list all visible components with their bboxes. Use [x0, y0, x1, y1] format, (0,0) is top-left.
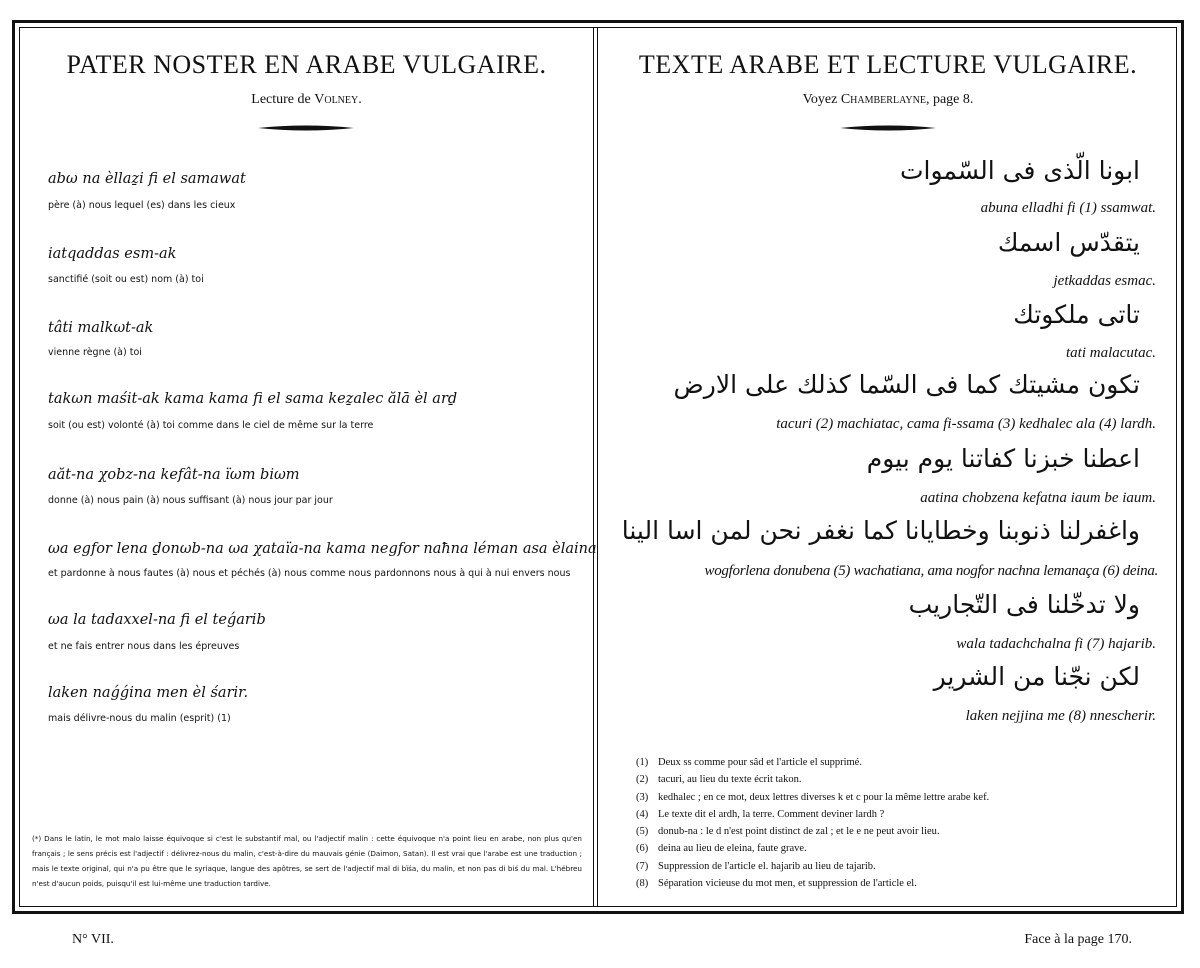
latin-line-7: ωa la tadaxxel-na fi el teǵarib: [48, 612, 266, 628]
note-text: Séparation vicieuse du mot men, et suppression de l'article el.: [658, 878, 917, 890]
note-text: donub-na : le d n'est point distinct de zal ; et le e ne peut avoir lieu.: [658, 826, 940, 838]
right-ornament-icon: [838, 124, 938, 132]
note-number: (8): [636, 878, 649, 890]
translit-line-8: laken nejjina me (8) nnescherir.: [965, 708, 1156, 724]
translit-line-2: jetkaddas esmac.: [1053, 273, 1156, 289]
gloss-line-3: vienne règne (à) toi: [48, 347, 142, 358]
note-item: [636, 840, 1156, 857]
gloss-line-6: et pardonne à nous fautes (à) nous et péchés (à) nous comme nous pardonnons nous à qui à nui envers nous: [48, 568, 571, 579]
note-number: (2): [636, 774, 649, 786]
note-number: (3): [636, 791, 649, 803]
latin-line-8: laken naǵǵina men èl śarir.: [48, 685, 249, 701]
left-subtitle: [24, 92, 589, 108]
note-text: kedhalec ; en ce mot, deux lettres diverses k et c pour la même lettre arabe kef.: [658, 791, 990, 803]
right-subtitle-prefix: Voyez: [802, 92, 841, 107]
right-column: [602, 30, 1174, 902]
translit-line-7: wala tadachchalna fi (7) hajarib.: [956, 636, 1156, 652]
latin-line-3: tâti malkωt-ak: [48, 320, 154, 336]
note-text: Le texte dit el ardh, la terre. Comment deviner lardh ?: [658, 808, 885, 820]
translit-line-1: abuna elladhi fi (1) ssamwat.: [980, 200, 1156, 216]
arabic-line-7: ولا تدخّلنا فى التّجاريب: [908, 590, 1140, 619]
right-subtitle-author: Chamberlayne: [840, 92, 926, 107]
gloss-line-5: donne (à) nous pain (à) nous suffisant (à) nous jour par jour: [48, 495, 333, 506]
left-subtitle-suffix: .: [358, 92, 362, 107]
note-number: (4): [636, 808, 649, 820]
notes-list: [636, 754, 1156, 892]
left-subtitle-author: Volney: [314, 92, 359, 107]
left-footnote: (*) Dans le latin, le mot malo laisse équivoque si c'est le substantif mal, ou l'adjectif malin : cette équivoque n'a point lieu en arabe, non plus qu'en français ; le sens précis est l'adjectif : délivrez-nous du malin, c'est-à-dire du mauvais génie (Daimon, Satan). Il est vrai que l'arabe est une traduction ; mais le texte original, qui n'a pu être que le syriaque, langue des apôtres, se sert de l'adjectif mal di bïśa, du malin, et non pas di biś du mal. L'hébreu n'est d'aucun poids, puisqu'il est lui-même une traduction tardive.: [32, 834, 582, 888]
note-number: (5): [636, 826, 649, 838]
left-subtitle-prefix: Lecture de: [251, 92, 315, 107]
arabic-line-2: يتقدّس اسمك: [997, 228, 1140, 257]
latin-line-2: iatqaddas esm-ak: [48, 246, 177, 262]
latin-line-6: ωa egfor lena ḏonωb-na ωa χataïa-na kama negfor naħna léman asa èlaina: [48, 541, 597, 557]
translit-line-3: tati malacutac.: [1066, 345, 1156, 361]
page-reference: Face à la page 170.: [1024, 932, 1132, 947]
left-title: PATER NOSTER EN ARABE VULGAIRE.: [66, 50, 547, 79]
gloss-line-4: soit (ou est) volonté (à) toi comme dans le ciel de même sur la terre: [48, 420, 374, 431]
note-text: tacuri, au lieu du texte écrit takon.: [658, 774, 802, 786]
gloss-line-2: sanctifié (soit ou est) nom (à) toi: [48, 274, 204, 285]
note-item: [636, 754, 1156, 771]
gloss-line-7: et ne fais entrer nous dans les épreuves: [48, 641, 240, 652]
arabic-line-1: ابونا الّذى فى السّموات: [900, 156, 1140, 185]
note-number: (1): [636, 757, 649, 768]
translit-line-5: aatina chobzena kefatna iaum be iaum.: [920, 490, 1156, 506]
arabic-line-6: واغفرلنا ذنوبنا وخطايانا كما نغفر نحن لمن اسا الينا: [621, 516, 1140, 545]
gloss-line-8: mais délivre-nous du malin (esprit) (1): [48, 713, 231, 724]
column-divider: [593, 27, 598, 907]
note-item: [636, 823, 1156, 840]
right-title: TEXTE ARABE ET LECTURE VULGAIRE.: [638, 50, 1138, 79]
arabic-line-4: تكون مشيتك كما فى السّما كذلك على الارض: [673, 370, 1140, 399]
note-item: [636, 858, 1156, 875]
right-subtitle: [602, 92, 1174, 108]
left-ornament-icon: [256, 124, 356, 132]
note-number: (6): [636, 843, 649, 855]
translit-line-6: wogforlena donubena (5) wachatiana, ama nogfor nachna lemanaça (6) deina.: [704, 563, 1158, 579]
note-text: deina au lieu de eleina, faute grave.: [658, 843, 807, 855]
note-item: [636, 789, 1156, 806]
right-subtitle-suffix: , page 8.: [925, 92, 974, 107]
note-item: [636, 875, 1156, 892]
note-item: [636, 771, 1156, 788]
translit-line-4: tacuri (2) machiatac, cama fi-ssama (3) kedhalec ala (4) lardh.: [776, 416, 1156, 432]
plate-number: N° VII.: [72, 932, 114, 947]
note-number: (7): [636, 860, 649, 872]
latin-line-1: abω na èllaẕi fi el samawat: [48, 171, 246, 187]
arabic-line-8: لكن نجّنا من الشرير: [933, 662, 1140, 691]
gloss-line-1: père (à) nous lequel (es) dans les cieux: [48, 200, 236, 211]
arabic-line-5: اعطنا خبزنا كفاتنا يوم بيوم: [866, 444, 1140, 473]
left-column: [24, 30, 597, 902]
note-text: Suppression de l'article el. hajarib au lieu de tajarib.: [658, 860, 876, 872]
note-item: [636, 806, 1156, 823]
latin-line-5: aăt-na χobz-na kefât-na ïωm biωm: [48, 467, 300, 483]
arabic-line-3: تاتى ملكوتك: [1013, 300, 1140, 329]
note-text: Deux ss comme pour sâd et l'article el supprimé.: [658, 757, 862, 768]
latin-line-4: takωn maśit-ak kama kama fi el sama keẕalec ălā èl arḏ: [48, 391, 458, 407]
